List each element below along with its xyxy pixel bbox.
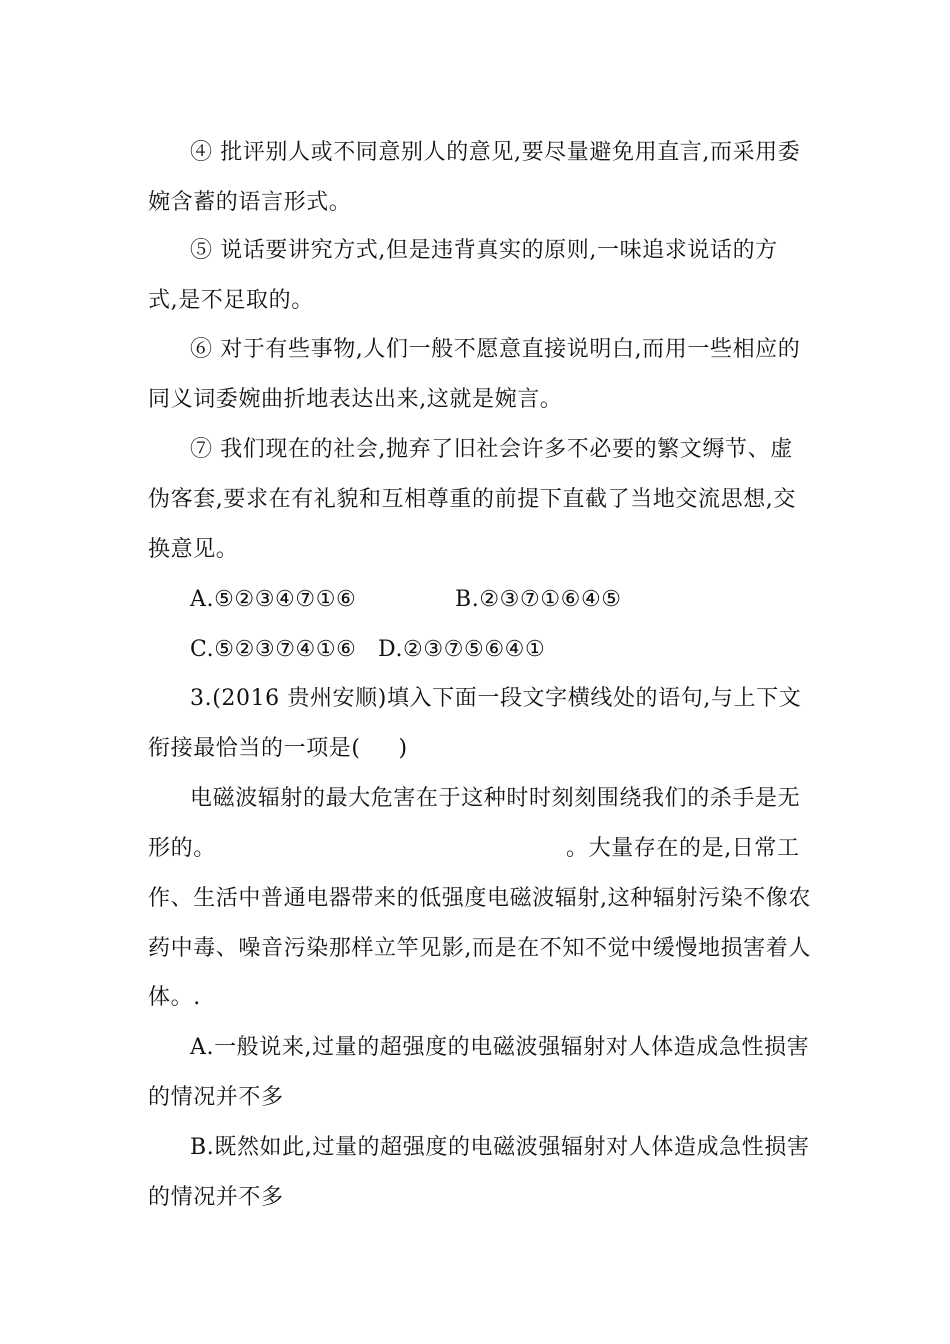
passage-line-2-start: 形的。: [148, 836, 216, 861]
option-a-q2: A.⑤②③④⑦①⑥: [190, 587, 357, 612]
item-7-line-2: 伪客套,要求在有礼貌和互相尊重的前提下直截了当地交流思想,交: [148, 487, 796, 512]
item-6-line-1: ⑥ 对于有些事物,人们一般不愿意直接说明白,而用一些相应的: [190, 337, 801, 362]
question-3-line-2: 衔接最恰当的一项是( ): [148, 736, 408, 761]
option-b-q3-line-2: 的情况并不多: [148, 1185, 284, 1210]
passage-line-4: 药中毒、噪音污染那样立竿见影,而是在不知不觉中缓慢地损害着人: [148, 936, 811, 961]
passage-line-5: 体。.: [148, 985, 201, 1010]
question-3-line-1: 3.(2016 贵州安顺)填入下面一段文字横线处的语句,与上下文: [190, 686, 802, 711]
item-4-line-1: ④ 批评别人或不同意别人的意见,要尽量避免用直言,而采用委: [190, 140, 801, 165]
option-a-q3-line-2: 的情况并不多: [148, 1085, 284, 1110]
option-b-q3-line-1: B.既然如此,过量的超强度的电磁波强辐射对人体造成急性损害: [190, 1135, 810, 1160]
item-7-line-1: ⑦ 我们现在的社会,抛弃了旧社会许多不必要的繁文缛节、虚: [190, 437, 793, 462]
passage-line-3: 作、生活中普通电器带来的低强度电磁波辐射,这种辐射污染不像农: [148, 886, 811, 911]
item-7-line-3: 换意见。: [148, 537, 239, 562]
option-d-q2: D.②③⑦⑤⑥④①: [378, 637, 546, 662]
passage-line-1: 电磁波辐射的最大危害在于这种时时刻刻围绕我们的杀手是无: [190, 786, 801, 811]
option-b-q2: B.②③⑦①⑥④⑤: [455, 587, 622, 612]
option-c-q2: C.⑤②③⑦④①⑥: [190, 637, 357, 662]
passage-line-2-end: 。大量存在的是,日常工: [566, 836, 800, 861]
item-5-line-1: ⑤ 说话要讲究方式,但是违背真实的原则,一味追求说话的方: [190, 238, 778, 263]
item-5-line-2: 式,是不足取的。: [148, 288, 314, 313]
item-4-line-2: 婉含蓄的语言形式。: [148, 190, 352, 215]
item-6-line-2: 同义词委婉曲折地表达出来,这就是婉言。: [148, 387, 563, 412]
option-a-q3-line-1: A.一般说来,过量的超强度的电磁波强辐射对人体造成急性损害: [190, 1035, 810, 1060]
